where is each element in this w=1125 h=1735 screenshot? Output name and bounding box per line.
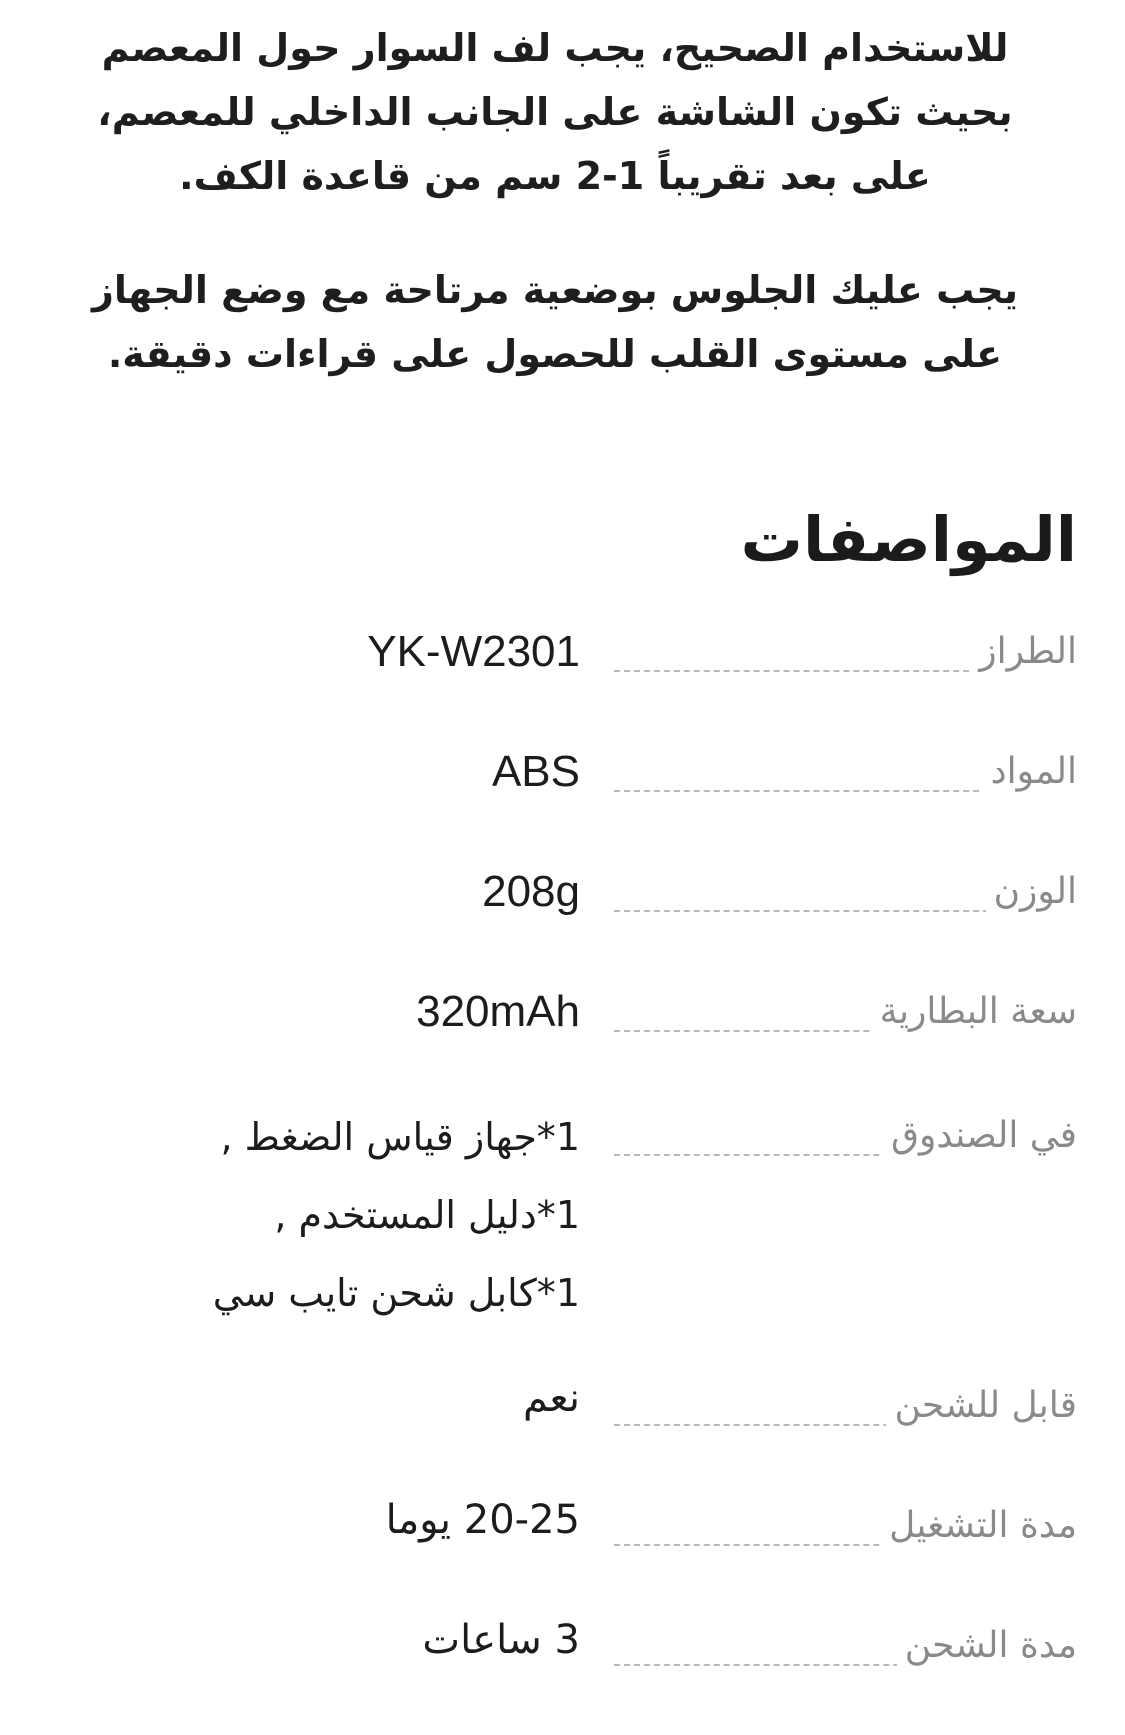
in-box-item: 1*جهاز قياس الضغط , bbox=[220, 1115, 580, 1159]
dotted-leader bbox=[614, 790, 1009, 792]
spec-label-runtime: مدة التشغيل bbox=[881, 1498, 1077, 1554]
usage-instructions-paragraph: للاستخدام الصحيح، يجب لف السوار حول المعصم بحيث تكون الشاشة على الجانب الداخلي للمعصم، على بعد تقريباً 1-2 سم من قاعدة الكف. bbox=[97, 26, 1013, 198]
spec-value-material: ABS bbox=[491, 747, 580, 796]
spec-value-in-box-list bbox=[213, 1098, 580, 1332]
spec-label-model: الطراز bbox=[971, 624, 1077, 680]
spec-value-model: YK-W2301 bbox=[367, 627, 580, 676]
in-box-item: 1*كابل شحن تايب سي bbox=[212, 1271, 580, 1315]
in-box-item: 1*دليل المستخدم , bbox=[274, 1193, 580, 1237]
spec-label-battery: سعة البطارية bbox=[872, 984, 1077, 1040]
spec-label-weight: الوزن bbox=[986, 864, 1077, 920]
posture-instructions-paragraph: يجب عليك الجلوس بوضعية مرتاحة مع وضع الجهاز على مستوى القلب للحصول على قراءات دقيقة. bbox=[92, 268, 1018, 376]
dotted-leader bbox=[614, 910, 1009, 912]
dotted-leader bbox=[614, 670, 1009, 672]
spec-label-charge-time: مدة الشحن bbox=[897, 1618, 1077, 1674]
spec-value-charge-time: 3 ساعات bbox=[422, 1617, 580, 1663]
spec-label-rechargeable: قابل للشحن bbox=[886, 1378, 1077, 1434]
specifications-heading: المواصفات bbox=[740, 503, 1077, 576]
spec-value-weight: 208g bbox=[482, 867, 580, 916]
spec-value-runtime: 20-25 يوما bbox=[385, 1497, 580, 1543]
spec-label-in-box: في الصندوق bbox=[883, 1108, 1077, 1164]
spec-label-material: المواد bbox=[983, 744, 1077, 800]
spec-value-battery: 320mAh bbox=[416, 987, 580, 1036]
spec-value-rechargeable: نعم bbox=[522, 1375, 580, 1421]
